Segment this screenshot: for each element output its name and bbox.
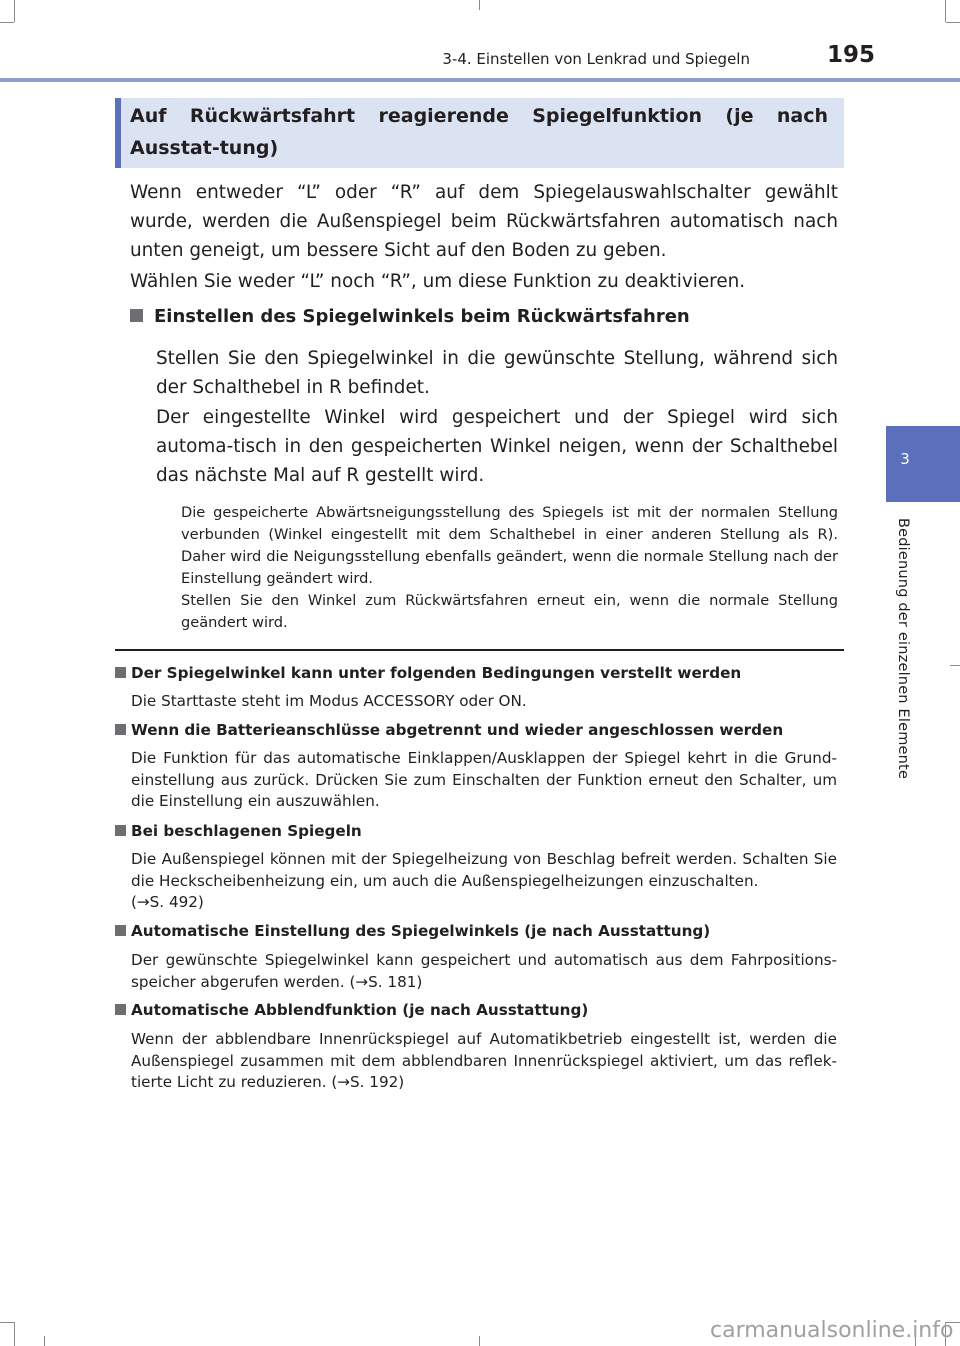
chapter-label-text: Bedienung der einzelnen Elemente xyxy=(895,518,911,780)
square-bullet-icon xyxy=(130,309,143,322)
note-reference: (→S. 492) xyxy=(131,893,204,911)
crop-mark xyxy=(945,0,946,22)
chapter-tab xyxy=(886,426,960,502)
square-bullet-icon xyxy=(115,724,126,735)
subsection-paragraph-1: Stellen Sie den Spiegelwinkel in die gewünschte Stellung, während sich der Schalthebel in R befindet. xyxy=(156,348,838,398)
crop-mark xyxy=(14,1322,15,1346)
running-header: 3-4. Einstellen von Lenkrad und Spiegeln xyxy=(442,50,750,68)
note-heading xyxy=(115,822,362,840)
square-bullet-icon xyxy=(115,667,126,678)
note-heading xyxy=(115,922,710,940)
subsection-note-1: Die gespeicherte Abwärtsneigungsstellung des Spiegels ist mit der normalen Stellung verbunden (Winkel eingestellt mit dem Schalthebel in einer anderen Stellung als R). Daher wird die Neigungsstellung ebenfalls geändert, wenn die normale Stellung nach der Einstellung geändert wird. xyxy=(181,504,838,587)
note-body: Die Starttaste steht im Modus ACCESSORY oder ON. xyxy=(131,692,527,710)
note-heading xyxy=(115,721,783,739)
subsection-heading-text: Einstellen des Spiegelwinkels beim Rückwärtsfahren xyxy=(154,306,690,327)
note-heading-text: Der Spiegelwinkel kann unter folgenden Bedingungen verstellt werden xyxy=(131,664,742,682)
note-body: Wenn der abblendbare Innenrückspiegel auf Automatikbetrieb eingestellt ist, werden die Außenspiegel zusammen mit dem abblendbaren Innenrückspiegel aktiviert, um das reflek-tierte Licht zu reduzieren. (→S. 192) xyxy=(131,1030,837,1091)
crop-mark xyxy=(14,0,15,22)
note-heading xyxy=(115,664,741,682)
crop-mark xyxy=(479,0,480,10)
square-bullet-icon xyxy=(115,925,126,936)
header-rule xyxy=(0,78,960,82)
divider xyxy=(115,649,844,651)
crop-mark xyxy=(0,22,14,23)
square-bullet-icon xyxy=(115,1004,126,1015)
section-accent-bar xyxy=(115,98,121,168)
note-body: Die Funktion für das automatische Einklappen/Ausklappen der Spiegel kehrt in die Grund-einstellung aus zurück. Drücken Sie zum Einschalten der Funktion erneut den Schalter, um die Einstellung ein auszuwählen. xyxy=(131,749,837,810)
intro-paragraph: Wenn entweder “L” oder “R” auf dem Spiegelauswahlschalter gewählt wurde, werden die Außenspiegel beim Rückwärtsfahren automatisch nach unten geneigt, um bessere Sicht auf den Boden zu geben. xyxy=(130,182,838,261)
subsection-paragraph-2: Der eingestellte Winkel wird gespeichert und der Spiegel wird sich automa-tisch in den gespeicherten Winkel neigen, wenn der Schalthebel das nächste Mal auf R gestellt wird. xyxy=(156,407,838,486)
note-heading-text: Bei beschlagenen Spiegeln xyxy=(131,822,362,840)
crop-mark xyxy=(950,665,960,666)
chapter-label xyxy=(893,518,913,790)
note-body: Die Außenspiegel können mit der Spiegelheizung von Beschlag befreit werden. Schalten Sie die Heckscheibenheizung ein, um auch die Außenspiegelheizungen einzuschalten. xyxy=(131,850,837,890)
crop-mark xyxy=(44,1336,45,1346)
chapter-number: 3 xyxy=(900,450,910,468)
subsection-note-2: Stellen Sie den Winkel zum Rückwärtsfahren erneut ein, wenn die normale Stellung geändert wird. xyxy=(181,592,838,631)
section-title: Auf Rückwärtsfahrt reagierende Spiegelfunktion (je nach Ausstat-tung) xyxy=(130,105,828,159)
intro-paragraph-2: Wählen Sie weder “L” noch “R”, um diese Funktion zu deaktivieren. xyxy=(130,271,746,292)
crop-mark xyxy=(946,22,960,23)
watermark: carmanualsonline.info xyxy=(710,1318,954,1343)
page-number: 195 xyxy=(826,42,875,68)
section-heading-box xyxy=(115,98,844,168)
note-body: Der gewünschte Spiegelwinkel kann gespeichert und automatisch aus dem Fahrpositions-speicher abgerufen werden. (→S. 181) xyxy=(131,951,837,991)
note-heading-text: Wenn die Batterieanschlüsse abgetrennt und wieder angeschlossen werden xyxy=(131,721,784,739)
crop-mark xyxy=(0,1322,14,1323)
note-heading xyxy=(115,1001,588,1019)
square-bullet-icon xyxy=(115,825,126,836)
note-heading-text: Automatische Einstellung des Spiegelwinkels (je nach Ausstattung) xyxy=(131,922,711,940)
subsection-heading xyxy=(130,306,690,327)
crop-mark xyxy=(479,1336,480,1346)
note-heading-text: Automatische Abblendfunktion (je nach Ausstattung) xyxy=(131,1001,589,1019)
